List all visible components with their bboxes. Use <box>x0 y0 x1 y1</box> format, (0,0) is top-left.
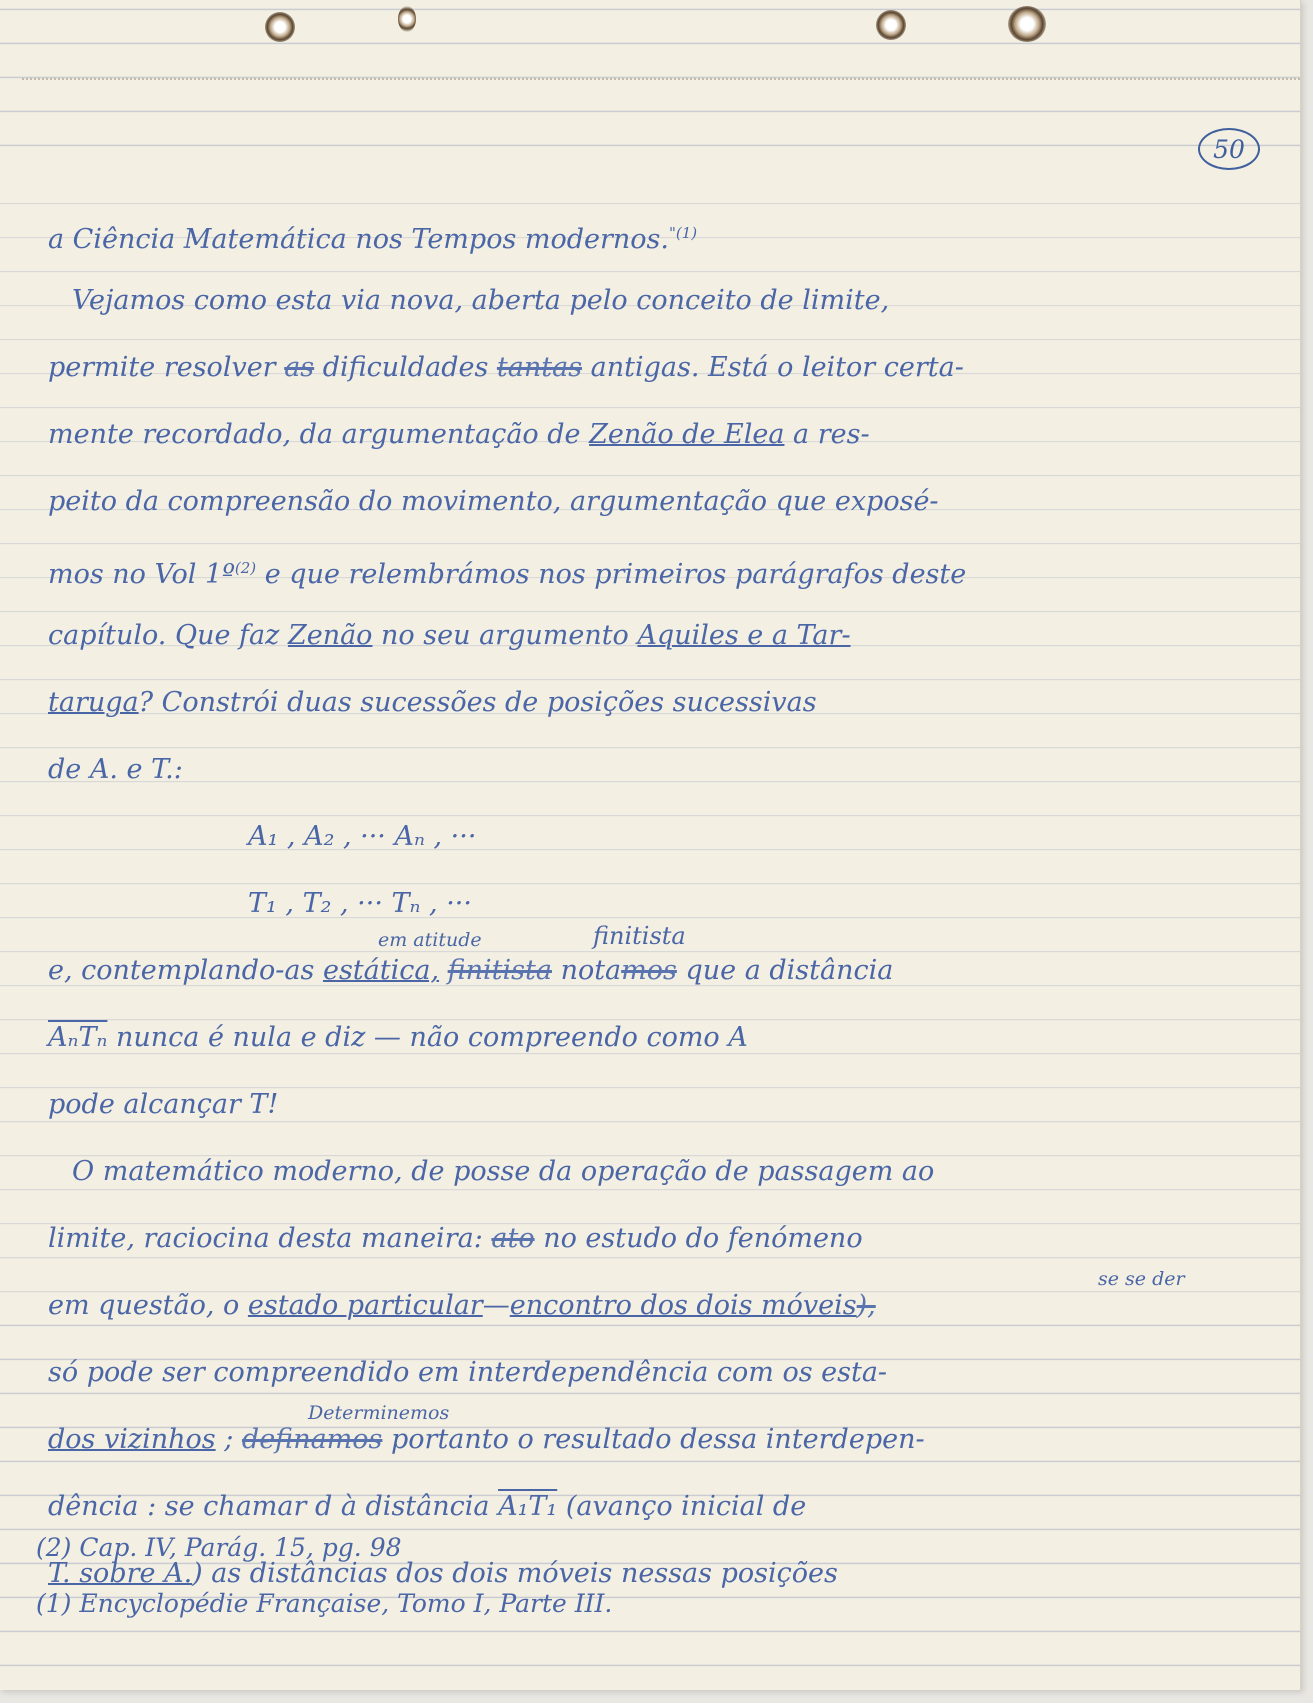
line-text: pode alcançar T! <box>48 1089 279 1120</box>
underlined-phrase: encontro dos dois móveis <box>509 1290 857 1321</box>
math-sequence <box>48 803 1263 870</box>
perforation-line <box>22 78 1300 80</box>
line-text: só pode ser compreendido em interdependência com os esta- <box>48 1357 888 1388</box>
text-line <box>48 1339 1263 1406</box>
struck-word: finitista <box>447 955 552 986</box>
struck-word: tantas <box>496 352 583 383</box>
interlinear-insertion: se se der <box>1098 1268 1185 1290</box>
footnote <box>36 1576 1251 1632</box>
text-line <box>48 334 1263 401</box>
underlined-name: Aquiles e a Tar- <box>637 620 851 651</box>
segment-label: A₁T₁ <box>498 1491 558 1522</box>
interlinear-insertion: em atitude <box>378 929 482 951</box>
struck-word: mos <box>621 955 677 986</box>
line-text: portanto o resultado dessa interdepen- <box>391 1424 925 1455</box>
line-text: dificuldades <box>322 352 489 383</box>
struck-word: definamos <box>241 1424 383 1455</box>
text-line <box>48 736 1263 803</box>
underlined-word: T. sobre A. <box>48 1558 193 1589</box>
punch-hole <box>265 12 295 42</box>
line-text: nunca é nula e diz — não compreendo como A <box>116 1022 748 1053</box>
footnote-marker: "(1) <box>669 224 698 242</box>
text-line <box>48 1268 1263 1339</box>
struck-word: ), <box>856 1290 876 1321</box>
footnote-text: (1) Encyclopédie Française, Tomo I, Parte III. <box>36 1589 613 1618</box>
footnote-text: (2) Cap. IV, Parág. 15, pg. 98 <box>36 1533 402 1562</box>
line-text: dência : se chamar d à distância <box>48 1491 490 1522</box>
segment-label: AₙTₙ <box>48 1022 108 1053</box>
punch-hole <box>876 10 906 40</box>
underlined-word: estática, <box>322 955 440 986</box>
line-text: no seu argumento <box>381 620 629 651</box>
line-text: antigas. Está o leitor certa- <box>590 352 964 383</box>
text-line <box>48 468 1263 535</box>
struck-word: as <box>284 352 315 383</box>
line-text: O matemático moderno, de posse da operação de passagem ao <box>72 1156 935 1187</box>
line-text: (avanço inicial de <box>565 1491 807 1522</box>
text-line <box>48 401 1263 468</box>
line-text: ? Constrói duas sucessões de posições sucessivas <box>138 687 817 718</box>
text-line <box>48 1071 1263 1138</box>
line-text: a res- <box>793 419 870 450</box>
line-text: capítulo. Que faz <box>48 620 280 651</box>
sequence-a: A₁ , A₂ , ··· Aₙ , ··· <box>248 821 477 852</box>
text-line <box>48 922 1263 1004</box>
line-text: nota <box>560 955 622 986</box>
punch-hole <box>398 6 416 32</box>
text-line <box>48 1004 1263 1071</box>
line-text: peito da compreensão do movimento, argumentação que exposé- <box>48 486 939 517</box>
line-text: e que relembrámos nos primeiros parágrafos deste <box>264 559 967 590</box>
sequence-t: T₁ , T₂ , ··· Tₙ , ··· <box>248 888 472 919</box>
line-text: e, contemplando-as <box>48 955 315 986</box>
text-line <box>48 602 1263 669</box>
underlined-word: dos vizinhos <box>48 1424 216 1455</box>
text-line <box>48 1205 1263 1272</box>
text-line <box>48 669 1263 736</box>
dash: — <box>482 1290 510 1321</box>
text-line <box>48 535 1263 602</box>
text-line <box>48 200 1263 267</box>
interlinear-insertion: Determinemos <box>308 1402 450 1424</box>
struck-word: ato <box>491 1223 535 1254</box>
footnote <box>36 1520 1251 1576</box>
line-text: limite, raciocina desta maneira: <box>48 1223 483 1254</box>
underlined-name: Zenão <box>287 620 373 651</box>
line-text: mos no Vol 1º <box>48 559 235 590</box>
punctuation: ; <box>224 1424 234 1455</box>
line-text: de A. e T.: <box>48 754 183 785</box>
line-text: permite resolver <box>48 352 276 383</box>
line-text: em questão, o <box>48 1290 240 1321</box>
line-text: que a distância <box>685 955 894 986</box>
interlinear-insertion: finitista <box>593 922 686 950</box>
line-text: no estudo do fenómeno <box>543 1223 863 1254</box>
line-text: a Ciência Matemática nos Tempos modernos. <box>48 224 669 255</box>
underlined-name: taruga <box>48 687 139 718</box>
punch-hole <box>1008 6 1046 42</box>
line-text: ) as distâncias dos dois móveis nessas posições <box>192 1558 838 1589</box>
footnote-marker: (2) <box>234 559 257 577</box>
text-line <box>48 267 1263 334</box>
page-number <box>1198 128 1260 170</box>
text-line <box>48 1138 1263 1205</box>
underlined-phrase: estado particular <box>247 1290 483 1321</box>
footnotes <box>36 1520 1251 1632</box>
text-line <box>48 1402 1263 1473</box>
line-text: Vejamos como esta via nova, aberta pelo conceito de limite, <box>72 285 890 316</box>
manuscript-body <box>48 200 1263 1607</box>
page-number-text: 50 <box>1213 134 1245 164</box>
line-text: mente recordado, da argumentação de <box>48 419 581 450</box>
underlined-name: Zenão de Elea <box>589 419 785 450</box>
